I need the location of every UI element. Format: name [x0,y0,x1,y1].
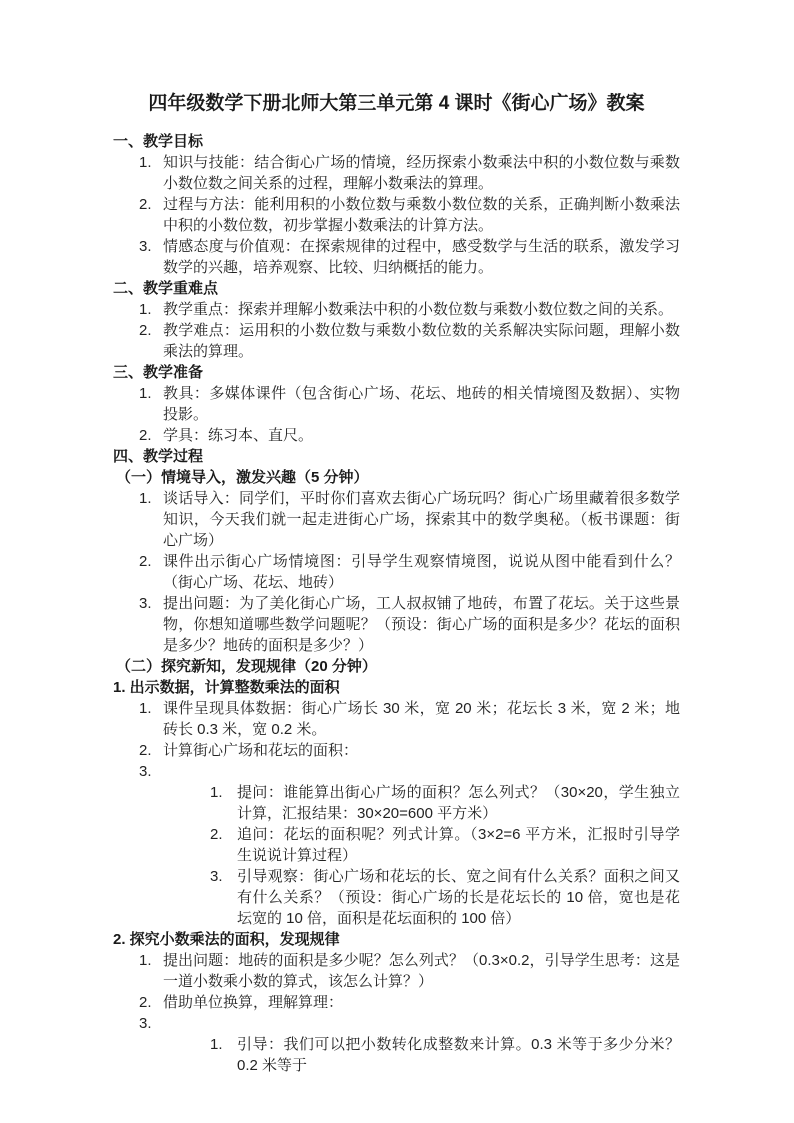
list-item-text: 引导观察：街心广场和花坛的长、宽之间有什么关系？面积之间又有什么关系？（预设：街心广场的长是花坛长的 10 倍，宽也是花坛宽的 10 倍，面积是花坛面积的 100 倍） [237,868,680,927]
list-item-number: 2. [139,553,152,570]
list-item-text: 课件呈现具体数据：街心广场长 30 米，宽 20 米；花坛长 3 米，宽 2 米；地砖长 0.3 米，宽 0.2 米。 [163,700,680,738]
list-item [113,152,680,194]
list-item [113,1013,680,1034]
list-item-text: 谈话导入：同学们，平时你们喜欢去街心广场玩吗？街心广场里藏着很多数学知识，今天我们就一起走进街心广场，探索其中的数学奥秘。（板书课题：街心广场） [163,490,680,549]
list-item-number: 3. [139,1015,152,1032]
list-item-text: 知识与技能：结合街心广场的情境，经历探索小数乘法中积的小数位数与乘数小数位数之间关系的过程，理解小数乘法的算理。 [163,154,680,192]
list-item-number: 3. [139,238,152,255]
list-item-number: 1. [139,490,152,507]
nested-list-item [113,824,680,866]
list-item-text: 教具：多媒体课件（包含街心广场、花坛、地砖的相关情境图及数据）、实物投影。 [163,385,680,423]
list-item [113,299,680,320]
list-item-number: 3. [139,763,152,780]
list-item-number: 2. [139,322,152,339]
document-title: 四年级数学下册北师大第三单元第 4 课时《街心广场》教案 [148,93,645,114]
nested-list-item [113,866,680,929]
list-item [113,488,680,551]
list-item [113,194,680,236]
list-item [113,320,680,362]
list-item-text [163,761,680,782]
list-item-text: 提问：谁能算出街心广场的面积？怎么列式？（30×20，学生独立计算，汇报结果：30×20=600 平方米） [237,784,680,822]
list-item [113,992,680,1013]
part-heading-explore: （二）探究新知，发现规律（20 分钟） [116,658,377,675]
list-item-text: 教学难点：运用积的小数位数与乘数小数位数的关系解决实际问题，理解小数乘法的算理。 [163,322,680,360]
list-item-text: 过程与方法：能利用积的小数位数与乘数小数位数的关系，正确判断小数乘法中积的小数位数，初步掌握小数乘法的计算方法。 [163,196,680,234]
list-item-text: 计算街心广场和花坛的面积： [163,742,359,759]
list-item-text [163,1013,680,1034]
list-item [113,236,680,278]
list-item-number: 3. [139,595,152,612]
list-item-number: 1. [139,385,152,402]
list-item-number: 2. [139,742,152,759]
list-item-number: 1. [210,1036,223,1053]
list-item-text: 追问：花坛的面积呢？列式计算。（3×2=6 平方米，汇报时引导学生说说计算过程） [237,826,680,864]
list-item [113,593,680,656]
list-item-text: 提出问题：为了美化街心广场，工人叔叔铺了地砖，布置了花坛。关于这些景物，你想知道哪些数学问题呢？（预设：街心广场的面积是多少？花坛的面积是多少？地砖的面积是多少？） [163,595,680,654]
list-item-text: 借助单位换算，理解算理： [163,994,344,1011]
section-heading-preparation: 三、教学准备 [113,364,204,381]
list-item-text: 课件出示街心广场情境图：引导学生观察情境图，说说从图中能看到什么？（街心广场、花坛、地砖） [163,553,680,591]
list-item-number: 1. [210,784,223,801]
list-item-number: 1. [139,952,152,969]
list-item-number: 2. [139,994,152,1011]
part-heading-intro: （一）情境导入，激发兴趣（5 分钟） [116,469,369,486]
list-item-number: 1. [139,154,152,171]
block-heading-integer-area: 1. 出示数据，计算整数乘法的面积 [113,679,340,696]
section-heading-objectives: 一、教学目标 [113,133,204,150]
list-item-number: 2. [139,427,152,444]
section-heading-process: 四、教学过程 [113,448,204,465]
list-item-text: 情感态度与价值观：在探索规律的过程中，感受数学与生活的联系，激发学习数学的兴趣，培养观察、比较、归纳概括的能力。 [163,238,680,276]
list-item [113,383,680,425]
list-item-text: 引导：我们可以把小数转化成整数来计算。0.3 米等于多少分米？0.2 米等于 [237,1036,680,1074]
list-item-number: 3. [210,868,223,885]
list-item [113,551,680,593]
list-item [113,425,680,446]
list-item-text: 学具：练习本、直尺。 [163,427,314,444]
list-item [113,761,680,782]
list-item [113,740,680,761]
nested-list-item [113,782,680,824]
list-item-number: 2. [139,196,152,213]
list-item-text: 提出问题：地砖的面积是多少呢？怎么列式？（0.3×0.2，引导学生思考：这是一道小数乘小数的算式，该怎么计算？） [163,952,680,990]
list-item-number: 1. [139,700,152,717]
list-item-text: 教学重点：探索并理解小数乘法中积的小数位数与乘数小数位数之间的关系。 [163,301,674,318]
list-item-number: 2. [210,826,223,843]
nested-list-item [113,1034,680,1076]
block-heading-decimal-area: 2. 探究小数乘法的面积，发现规律 [113,931,340,948]
list-item [113,698,680,740]
list-item-number: 1. [139,301,152,318]
section-heading-key-points: 二、教学重难点 [113,280,219,297]
list-item [113,950,680,992]
